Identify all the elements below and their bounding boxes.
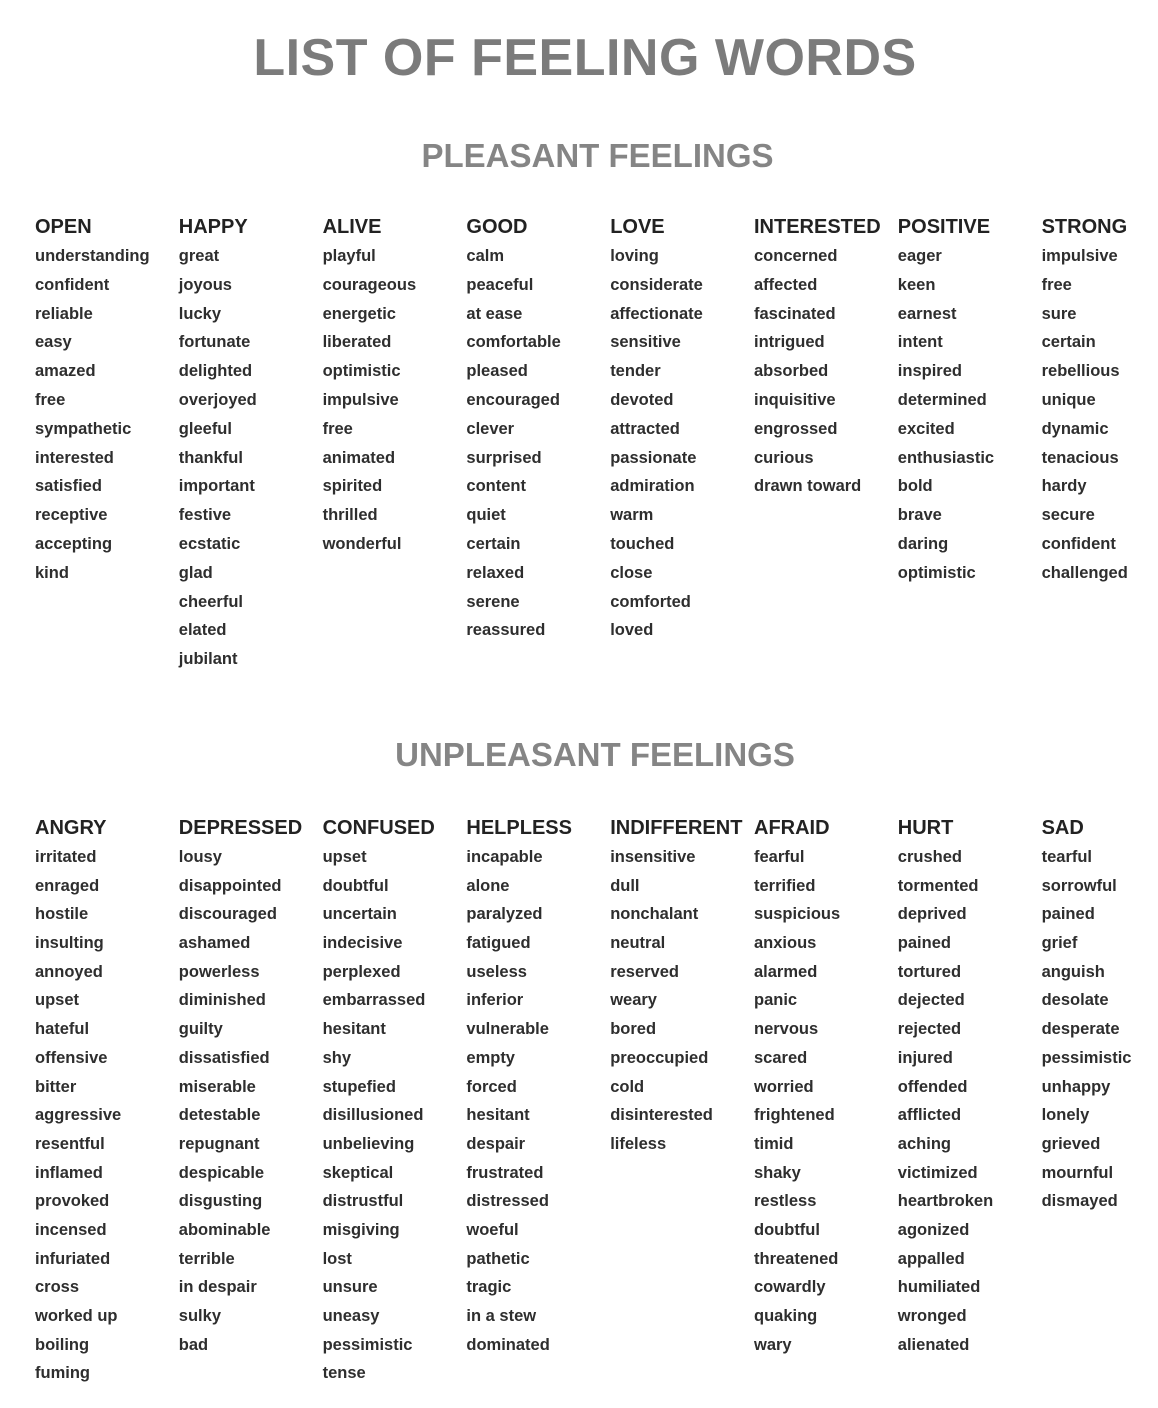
- feeling-word: accepting: [35, 534, 113, 553]
- feeling-column-helpless: [466, 814, 606, 1359]
- feeling-word: boiling: [35, 1335, 90, 1354]
- column-heading: DEPRESSED: [178, 817, 303, 839]
- feeling-word: disappointed: [178, 876, 282, 895]
- feeling-word: in a stew: [466, 1307, 537, 1325]
- feeling-word-list: [898, 242, 1038, 588]
- column-heading: INDIFFERENT: [610, 817, 743, 839]
- feeling-word: infuriated: [35, 1249, 111, 1268]
- feeling-word: serene: [466, 592, 520, 611]
- feeling-column-open: [35, 213, 175, 588]
- feeling-word-list: [466, 242, 606, 645]
- feeling-word: lost: [322, 1249, 352, 1268]
- feeling-word: free: [1041, 275, 1072, 294]
- feeling-word: paralyzed: [466, 905, 543, 924]
- feeling-word: excited: [897, 419, 955, 438]
- feeling-word: nervous: [754, 1020, 819, 1039]
- feeling-word-list: [323, 843, 463, 1388]
- feeling-word: preoccupied: [610, 1048, 709, 1067]
- feeling-column-indifferent: [610, 814, 750, 1159]
- feeling-word: nonchalant: [610, 905, 699, 924]
- feeling-word: reliable: [35, 304, 93, 323]
- feeling-word: embarrassed: [322, 991, 426, 1010]
- feeling-word-list: [754, 242, 894, 501]
- feeling-word-list: [179, 843, 319, 1359]
- feeling-column-love: [610, 213, 750, 645]
- feeling-word: calm: [466, 247, 504, 265]
- feeling-word: reserved: [610, 962, 679, 981]
- feeling-word: uncertain: [322, 905, 397, 924]
- feeling-word: hesitant: [322, 1020, 386, 1039]
- feeling-word: dull: [610, 876, 640, 895]
- feeling-word: free: [322, 419, 353, 438]
- feeling-word: inspired: [897, 362, 962, 381]
- feeling-word: bored: [610, 1020, 657, 1039]
- feeling-word: panic: [754, 991, 798, 1010]
- feeling-word: bitter: [35, 1077, 77, 1096]
- feeling-word: doubtful: [322, 876, 389, 895]
- feeling-word: engrossed: [754, 419, 838, 438]
- feeling-column-sad: [1042, 814, 1158, 1216]
- feeling-word: quaking: [754, 1307, 818, 1325]
- feeling-word: forced: [466, 1077, 517, 1096]
- feeling-word: encouraged: [466, 390, 560, 409]
- feeling-word: unbelieving: [322, 1134, 415, 1153]
- feeling-word: worried: [754, 1077, 814, 1096]
- feeling-word: hesitant: [466, 1106, 530, 1125]
- feeling-word: restless: [754, 1192, 817, 1211]
- feeling-word-list: [898, 843, 1038, 1359]
- feeling-word: alienated: [897, 1335, 970, 1354]
- feeling-word: vulnerable: [466, 1020, 549, 1039]
- feeling-word: drawn toward: [754, 477, 862, 496]
- feeling-word: relaxed: [466, 563, 525, 582]
- feeling-word: disillusioned: [322, 1106, 424, 1125]
- feeling-word: loving: [610, 247, 659, 265]
- feeling-word: skeptical: [322, 1163, 394, 1182]
- feeling-column-alive: [323, 213, 463, 559]
- feeling-word: devoted: [610, 390, 674, 409]
- feeling-column-confused: [323, 814, 463, 1388]
- feeling-word: secure: [1041, 506, 1095, 525]
- feeling-word: incensed: [35, 1220, 107, 1239]
- feeling-column-positive: [898, 213, 1038, 588]
- feeling-word: frustrated: [466, 1163, 544, 1182]
- page-title: LIST OF FEELING WORDS: [253, 29, 917, 87]
- feeling-word: aching: [897, 1134, 951, 1153]
- feeling-word: wonderful: [322, 534, 402, 553]
- feeling-word: considerate: [610, 275, 703, 294]
- feeling-word: upset: [322, 848, 367, 866]
- feeling-word: hateful: [35, 1020, 90, 1039]
- feeling-word: offensive: [35, 1048, 108, 1067]
- feeling-word: reassured: [466, 621, 546, 640]
- feeling-word: tortured: [897, 962, 962, 981]
- feeling-word: repugnant: [178, 1134, 260, 1153]
- feeling-word: courageous: [322, 275, 417, 294]
- column-heading: SAD: [1041, 817, 1084, 839]
- feeling-word: thrilled: [322, 506, 378, 525]
- feeling-word: insulting: [35, 934, 104, 953]
- feeling-word: grieved: [1041, 1134, 1101, 1153]
- feeling-word: optimistic: [322, 362, 401, 381]
- feeling-word: resentful: [35, 1134, 105, 1153]
- feeling-word: gleeful: [178, 419, 232, 438]
- feeling-word-list: [754, 843, 894, 1359]
- feeling-word: easy: [35, 333, 72, 352]
- feeling-word: bold: [897, 477, 933, 496]
- feeling-word: confident: [35, 275, 110, 294]
- feeling-word: energetic: [322, 304, 396, 323]
- feeling-word: eager: [897, 247, 942, 265]
- feeling-word-list: [610, 843, 750, 1159]
- feeling-word: woeful: [466, 1220, 519, 1239]
- column-heading: CONFUSED: [322, 817, 435, 839]
- feeling-word: frightened: [754, 1106, 835, 1125]
- feeling-word: unique: [1041, 390, 1096, 409]
- feeling-word: tender: [610, 362, 661, 381]
- feeling-word: overjoyed: [178, 390, 257, 409]
- feeling-column-interested: [754, 213, 894, 501]
- feeling-word: spirited: [322, 477, 383, 496]
- feeling-word: fortunate: [178, 333, 251, 352]
- feeling-word: lonely: [1041, 1106, 1090, 1125]
- feeling-word: deprived: [897, 905, 967, 924]
- feeling-word: intent: [897, 333, 943, 352]
- feeling-word: content: [466, 477, 526, 496]
- feeling-column-afraid: [754, 814, 894, 1359]
- feeling-word-list: [179, 242, 319, 674]
- feeling-word: stupefied: [322, 1077, 396, 1096]
- feeling-word: annoyed: [35, 962, 103, 981]
- feeling-word: satisfied: [35, 477, 102, 496]
- feeling-word: despicable: [178, 1163, 265, 1182]
- feeling-word: confident: [1041, 534, 1116, 553]
- feeling-word: crushed: [897, 848, 962, 866]
- column-heading: STRONG: [1041, 216, 1128, 238]
- feeling-word: indecisive: [322, 934, 403, 953]
- feeling-word: ashamed: [178, 934, 251, 953]
- feeling-word: amazed: [35, 362, 96, 381]
- feeling-word: lucky: [178, 304, 221, 323]
- feeling-word: surprised: [466, 448, 542, 467]
- feeling-word: close: [610, 563, 653, 582]
- feeling-word: touched: [610, 534, 675, 553]
- feeling-word: playful: [322, 247, 376, 265]
- feeling-word: elated: [178, 621, 227, 640]
- feeling-column-hurt: [898, 814, 1038, 1359]
- feeling-word: upset: [35, 991, 80, 1010]
- column-heading: AFRAID: [754, 817, 830, 839]
- feeling-word: appalled: [897, 1249, 965, 1268]
- feeling-word: sympathetic: [35, 419, 132, 438]
- feeling-word: warm: [610, 506, 654, 525]
- feeling-word: hostile: [35, 905, 89, 924]
- feeling-word: shy: [322, 1048, 352, 1067]
- feeling-word: daring: [897, 534, 949, 553]
- feeling-word: abominable: [178, 1220, 271, 1239]
- feeling-word: provoked: [35, 1192, 110, 1211]
- feeling-word: anxious: [754, 934, 817, 953]
- feeling-word-list: [1042, 242, 1158, 588]
- feeling-word: ecstatic: [178, 534, 241, 553]
- feeling-word: pessimistic: [322, 1335, 413, 1354]
- feeling-word: bad: [178, 1335, 209, 1354]
- feeling-word: offended: [897, 1077, 968, 1096]
- feeling-word: shaky: [754, 1163, 801, 1182]
- feeling-word: pathetic: [466, 1249, 530, 1268]
- feeling-word: challenged: [1041, 563, 1128, 582]
- feeling-column-good: [466, 213, 606, 645]
- feeling-word: agonized: [897, 1220, 970, 1239]
- feeling-word: comfortable: [466, 333, 561, 352]
- feeling-word: dismayed: [1041, 1192, 1118, 1211]
- feeling-word: incapable: [466, 848, 543, 866]
- feeling-word: determined: [897, 390, 987, 409]
- feeling-word: thankful: [178, 448, 243, 467]
- feeling-word: interested: [35, 448, 114, 467]
- feeling-word: anguish: [1041, 962, 1105, 981]
- feeling-word: inquisitive: [754, 390, 836, 409]
- feeling-word: terrible: [178, 1249, 235, 1268]
- feeling-word: desperate: [1041, 1020, 1120, 1039]
- feeling-word: heartbroken: [897, 1192, 994, 1211]
- feeling-word: cheerful: [178, 592, 243, 611]
- feeling-word: tragic: [466, 1278, 512, 1297]
- column-heading: LOVE: [610, 216, 665, 238]
- feeling-word: useless: [466, 962, 527, 981]
- feeling-word: misgiving: [322, 1220, 400, 1239]
- feeling-word: loved: [610, 621, 654, 640]
- feeling-word-list: [1042, 843, 1158, 1216]
- feeling-word: certain: [1041, 333, 1096, 352]
- feeling-word: mournful: [1041, 1163, 1114, 1182]
- feeling-word: grief: [1041, 934, 1078, 953]
- feeling-word: rebellious: [1041, 362, 1120, 381]
- feeling-word: impulsive: [1041, 247, 1118, 265]
- feeling-word: irritated: [35, 848, 97, 866]
- feeling-word: distressed: [466, 1192, 549, 1211]
- feeling-word: neutral: [610, 934, 666, 953]
- feeling-word: lousy: [178, 848, 222, 866]
- feeling-word: free: [35, 390, 66, 409]
- feeling-word: glad: [178, 563, 213, 582]
- feeling-word: impulsive: [322, 390, 399, 409]
- feeling-word-list: [466, 843, 606, 1359]
- feeling-word: detestable: [178, 1106, 261, 1125]
- feeling-word: joyous: [178, 275, 232, 294]
- feeling-word: dynamic: [1041, 419, 1109, 438]
- feeling-word: empty: [466, 1048, 515, 1067]
- feeling-word: injured: [897, 1048, 953, 1067]
- feeling-word: tenacious: [1041, 448, 1119, 467]
- feeling-word: fascinated: [754, 304, 836, 323]
- feeling-word: passionate: [610, 448, 697, 467]
- feeling-word: curious: [754, 448, 814, 467]
- feeling-word: rejected: [897, 1020, 962, 1039]
- feeling-word: in despair: [178, 1278, 257, 1297]
- feeling-word: victimized: [897, 1163, 978, 1182]
- column-heading: POSITIVE: [897, 216, 991, 238]
- feeling-word: enthusiastic: [897, 448, 995, 467]
- feeling-word: attracted: [610, 419, 680, 438]
- feeling-word: distrustful: [322, 1192, 404, 1211]
- feeling-word: tormented: [897, 876, 979, 895]
- feeling-column-depressed: [179, 814, 319, 1359]
- feeling-word: animated: [322, 448, 396, 467]
- feeling-word-list: [610, 242, 750, 645]
- feeling-word: fuming: [35, 1364, 90, 1383]
- column-heading: HAPPY: [178, 216, 248, 238]
- feeling-word: weary: [610, 991, 657, 1010]
- feeling-word: wronged: [897, 1307, 967, 1325]
- feeling-word: jubilant: [178, 650, 238, 669]
- feeling-word: festive: [178, 506, 232, 525]
- feeling-word: tense: [322, 1364, 366, 1383]
- feeling-word: guilty: [178, 1020, 223, 1039]
- feeling-word: worked up: [35, 1307, 118, 1325]
- feeling-word-list: [35, 843, 175, 1388]
- column-heading: HURT: [897, 817, 954, 839]
- feeling-word: alarmed: [754, 962, 818, 981]
- feeling-column-strong: [1042, 213, 1158, 588]
- feeling-word: peaceful: [466, 275, 534, 294]
- feeling-word: timid: [754, 1134, 794, 1153]
- feeling-word: sulky: [178, 1307, 221, 1325]
- feeling-word: inferior: [466, 991, 524, 1010]
- feeling-word: receptive: [35, 506, 108, 525]
- feeling-word: brave: [897, 506, 942, 525]
- feeling-word-list: [35, 242, 175, 588]
- feeling-word: affectionate: [610, 304, 703, 323]
- feeling-word: pained: [897, 934, 951, 953]
- feeling-word: powerless: [178, 962, 260, 981]
- feeling-word: quiet: [466, 506, 506, 525]
- feeling-word: absorbed: [754, 362, 829, 381]
- feeling-word: sorrowful: [1041, 876, 1117, 895]
- feeling-word: optimistic: [897, 563, 976, 582]
- feeling-word: dejected: [897, 991, 965, 1010]
- feeling-word: threatened: [754, 1249, 839, 1268]
- unpleasant-feelings-heading: UNPLEASANT FEELINGS: [395, 736, 795, 773]
- feeling-word: liberated: [322, 333, 392, 352]
- feeling-word: pessimistic: [1041, 1048, 1132, 1067]
- feeling-word: dominated: [466, 1335, 550, 1354]
- feeling-word: unhappy: [1041, 1077, 1111, 1096]
- feeling-column-happy: [179, 213, 319, 674]
- feeling-word-list: [323, 242, 463, 559]
- feeling-word: fatigued: [466, 934, 531, 953]
- feeling-word: keen: [897, 275, 936, 294]
- feeling-word: insensitive: [610, 848, 696, 866]
- feeling-word: perplexed: [322, 962, 401, 981]
- feeling-word: concerned: [754, 247, 838, 265]
- feeling-word: cold: [610, 1077, 645, 1096]
- feeling-word: disgusting: [178, 1192, 263, 1211]
- feeling-word: despair: [466, 1134, 526, 1153]
- feeling-word: afflicted: [897, 1106, 962, 1125]
- feeling-word: doubtful: [754, 1220, 820, 1239]
- column-heading: GOOD: [466, 216, 528, 238]
- feeling-word: admiration: [610, 477, 695, 496]
- column-heading: INTERESTED: [754, 216, 881, 238]
- feeling-word: pleased: [466, 362, 528, 381]
- feeling-word: enraged: [35, 876, 100, 895]
- feeling-column-angry: [35, 814, 175, 1388]
- feeling-word: tearful: [1041, 848, 1093, 866]
- column-heading: HELPLESS: [466, 817, 572, 839]
- feeling-word: earnest: [897, 304, 957, 323]
- feeling-word: miserable: [178, 1077, 256, 1096]
- feeling-word: understanding: [35, 247, 150, 265]
- feeling-word: great: [178, 247, 220, 265]
- column-heading: ALIVE: [322, 216, 382, 238]
- feeling-word: diminished: [178, 991, 266, 1010]
- feeling-word: kind: [35, 563, 69, 582]
- feeling-word: inflamed: [35, 1163, 103, 1182]
- feeling-word: humiliated: [897, 1278, 981, 1297]
- feeling-word: intrigued: [754, 333, 825, 352]
- feeling-word: discouraged: [178, 905, 277, 924]
- feeling-word: desolate: [1041, 991, 1109, 1010]
- feeling-word: disinterested: [610, 1106, 713, 1125]
- column-heading: ANGRY: [35, 817, 107, 839]
- feeling-word: terrified: [754, 876, 816, 895]
- pleasant-feelings-heading: PLEASANT FEELINGS: [421, 137, 774, 174]
- feeling-word: at ease: [466, 304, 523, 323]
- feeling-word: pained: [1041, 905, 1095, 924]
- feeling-word: uneasy: [322, 1307, 380, 1325]
- feeling-word: aggressive: [35, 1106, 122, 1125]
- feeling-word: wary: [754, 1335, 792, 1354]
- feeling-word: lifeless: [610, 1134, 667, 1153]
- feeling-word: important: [178, 477, 255, 496]
- feeling-word: alone: [466, 876, 510, 895]
- feeling-word: clever: [466, 419, 515, 438]
- feeling-word: sensitive: [610, 333, 681, 352]
- feeling-word: hardy: [1041, 477, 1087, 496]
- column-heading: OPEN: [35, 216, 92, 238]
- feeling-word: unsure: [322, 1278, 378, 1297]
- feeling-word: scared: [754, 1048, 808, 1067]
- feeling-word: sure: [1041, 304, 1077, 323]
- feeling-word: suspicious: [754, 905, 841, 924]
- feeling-word: affected: [754, 275, 818, 294]
- feeling-word: certain: [466, 534, 521, 553]
- feeling-word: cowardly: [754, 1278, 826, 1297]
- feeling-word: dissatisfied: [178, 1048, 270, 1067]
- feeling-word: fearful: [754, 848, 805, 866]
- feeling-word: cross: [35, 1278, 80, 1297]
- feeling-word: comforted: [610, 592, 691, 611]
- feeling-word: delighted: [178, 362, 253, 381]
